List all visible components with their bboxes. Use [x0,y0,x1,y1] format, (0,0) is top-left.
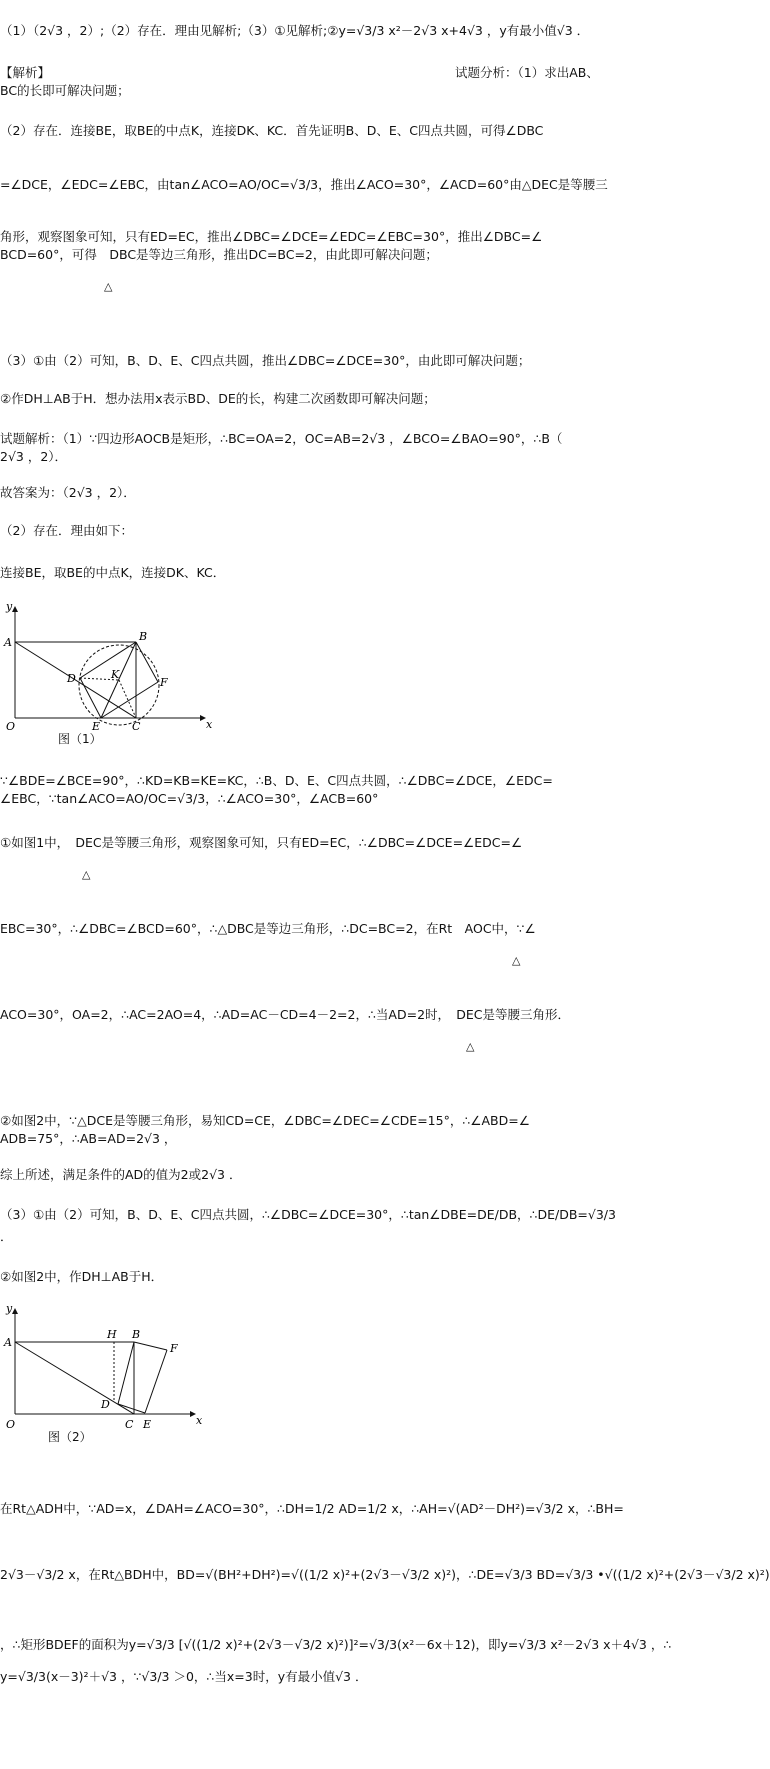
figure-2 [0,1302,220,1442]
triangle-symbol: △ [512,954,521,967]
label-C: C [125,1418,134,1431]
text-line: （2）存在．连接BE，取BE的中点K，连接DK、KC．首先证明B、D、E、C四点共圆，可得∠DBC [0,123,544,138]
label-A: A [4,1336,12,1349]
text-line: ∵∠BDE=∠BCE=90°，∴KD=KB=KE=KC，∴B、D、E、C四点共圆，∴∠DBC=∠DCE，∠EDC= [0,773,553,788]
text-line: ②如图2中，∵△DCE是等腰三角形，易知CD=CE，∠DBC=∠DEC=∠CDE=15°，∴∠ABD=∠ [0,1113,530,1128]
text-line: ②作DH⊥AB于H．想办法用x表示BD、DE的长，构建二次函数即可解决问题； [0,391,436,406]
figure-1-caption: 图（1） [58,732,102,746]
label-B: B [139,630,148,643]
text-line: 故答案为：（2√3 ，2）． [0,485,136,500]
label-K: K [111,668,120,681]
triangle-symbol: △ [104,280,113,293]
y-axis-arrow [12,606,18,612]
text-line: ． [0,1229,13,1244]
label-E: E [92,720,101,733]
label-F: F [170,1342,178,1355]
segment-DE [80,678,101,718]
segment-AC [15,1342,134,1414]
text-line: 连接BE，取BE的中点K，连接DK、KC． [0,565,226,580]
label-H: H [107,1328,117,1341]
figure-1 [0,600,220,750]
text-line: 2√3－√3/2 x，在Rt△BDH中，BD=√(BH²+DH²)=√((1/2 x)²+(2√3－√3/2 x)²)，∴DE=√3/3 BD=√3/3 •√((1/2 x)²+(2√3－√3/2 x)²) [0,1567,770,1582]
text-line: BC的长即可解决问题； [0,83,130,98]
text-line: ，∴矩形BDEF的面积为y=√3/3 [√((1/2 x)²+(2√3－√3/2 x)²)]²=√3/3(x²－6x＋12)，即y=√3/3 x²－2√3 x＋4√3 ，∴ [0,1637,672,1652]
label-A: A [4,636,12,649]
text-line: EBC=30°，∴∠DBC=∠BCD=60°，∴△DBC是等边三角形，∴DC=BC=2，在Rt AOC中，∵∠ [0,921,536,936]
text-line: =∠DCE，∠EDC=∠EBC，由tan∠ACO=AO/OC=√3/3，推出∠ACO=30°，∠ACD=60°由△DEC是等腰三 [0,177,608,192]
segment-FB [134,1342,167,1350]
segment-BD [118,1342,134,1404]
text-line: 在Rt△ADH中，∵AD=x，∠DAH=∠ACO=30°，∴DH=1/2 AD=1/2 x，∴AH=√(AD²－DH²)=√3/2 x，∴BH= [0,1501,624,1516]
y-axis-arrow [12,1308,18,1314]
text-line: ①如图1中， DEC是等腰三角形，观察图象可知，只有ED=EC，∴∠DBC=∠DCE=∠EDC=∠ [0,835,523,850]
label-D: D [67,672,76,685]
analysis-intro: 试题分析：（1）求出AB、 [455,65,599,80]
text-line: （3）①由（2）可知，B、D、E、C四点共圆，推出∠DBC=∠DCE=30°，由此即可解决问题； [0,353,531,368]
analysis-header-line [0,64,630,82]
text-line: （3）①由（2）可知，B、D、E、C四点共圆，∴∠DBC=∠DCE=30°，∴tan∠DBE=DE/DB，∴DE/DB=√3/3 [0,1207,616,1222]
label-B: B [132,1328,141,1341]
circle-BDEC [79,645,159,725]
text-line: y=√3/3(x－3)²＋√3 ，∵√3/3 ＞0，∴当x=3时，y有最小值√3 ． [0,1669,368,1684]
triangle-symbol: △ [82,868,91,881]
text-line: ∠EBC，∵tan∠ACO=AO/OC=√3/3，∴∠ACO=30°，∠ACB=60° [0,791,379,806]
triangle-symbol: △ [466,1040,475,1053]
text-line: ADB=75°，∴AB=AD=2√3 ， [0,1131,177,1146]
segment-EF [145,1350,167,1413]
label-O: O [6,1418,16,1431]
text-line: 综上所述，满足条件的AD的值为2或2√3 ． [0,1167,242,1182]
analysis-heading: 【解析】 [0,65,51,80]
segment-FB [136,642,158,682]
label-x: x [196,1414,203,1427]
label-O: O [6,720,16,733]
answer-line: （1）（2√3 ，2）;（2）存在．理由见解析;（3）①见解析;②y=√3/3 x²－2√3 x+4√3 ，y有最小值√3 ． [0,23,590,38]
label-E: E [143,1418,152,1431]
label-F: F [160,676,168,689]
label-C: C [132,720,141,733]
label-y: y [6,600,13,613]
segment-DE [118,1404,145,1413]
text-line: ②如图2中，作DH⊥AB于H． [0,1269,164,1284]
text-line: BCD=60°，可得 DBC是等边三角形，推出DC=BC=2，由此即可解决问题； [0,247,438,262]
figure-2-caption: 图（2） [48,1430,92,1444]
text-line: （2）存在．理由如下： [0,523,133,538]
text-line: 角形，观察图象可知，只有ED=EC，推出∠DBC=∠DCE=∠EDC=∠EBC=30°，推出∠DBC=∠ [0,229,543,244]
label-y: y [6,1302,13,1315]
text-line: 试题解析：（1）∵四边形AOCB是矩形，∴BC=OA=2，OC=AB=2√3 ，∠BCO=∠BAO=90°，∴B（ [0,431,563,446]
text-line: 2√3 ，2）． [0,449,68,464]
label-x: x [206,718,213,731]
label-D: D [101,1398,110,1411]
text-line: ACO=30°，OA=2，∴AC=2AO=4，∴AD=AC－CD=4－2=2，∴当AD=2时， DEC是等腰三角形． [0,1007,571,1022]
